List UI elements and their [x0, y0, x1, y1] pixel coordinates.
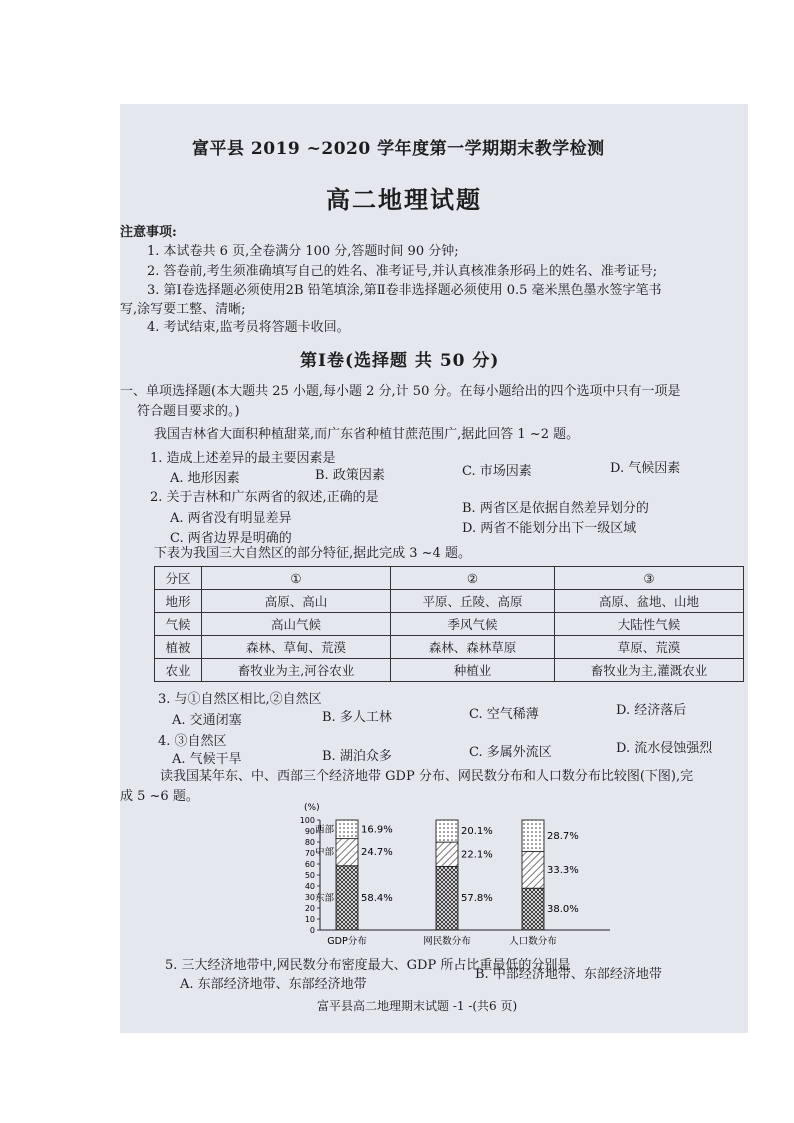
bar-segment	[522, 820, 544, 852]
notice-heading: 注意事项:	[120, 225, 177, 240]
data-label: 38.0%	[547, 904, 579, 916]
table-row	[155, 659, 744, 682]
table-cell: 畜牧业为主,河谷农业	[202, 659, 391, 682]
economic-zone-bar-chart	[290, 798, 620, 953]
notice-item: 2. 答卷前,考生须准确填写自己的姓名、准考证号,并认真核准条形码上的姓名、准考证号;	[147, 264, 658, 279]
option-2a: A. 两省没有明显差异	[170, 511, 292, 526]
table-cell: 高原、盆地、山地	[555, 590, 744, 613]
bar-segment	[336, 820, 358, 839]
y-tick-label: 0	[309, 926, 315, 935]
question-3: 3. 与①自然区相比,②自然区	[158, 692, 322, 707]
table-cell: 草原、荒漠	[555, 636, 744, 659]
question-stem: 成 5 ~6 题。	[120, 789, 199, 804]
table-row	[155, 613, 744, 636]
table-cell: ①	[202, 567, 391, 590]
option-4b: B. 湖泊众多	[322, 749, 392, 764]
question-5: 5. 三大经济地带中,网民数分布密度最大、GDP 所占比重最低的分别是	[165, 958, 571, 973]
data-label: 28.7%	[547, 830, 579, 842]
option-4d: D. 流水侵蚀强烈	[616, 741, 713, 756]
bar-segment	[436, 842, 458, 866]
y-tick-label: 90	[304, 827, 315, 836]
table-cell: 气候	[155, 613, 202, 636]
y-tick-label: 100	[299, 816, 315, 825]
part-title: 第Ⅰ卷(选择题 共 50 分)	[300, 351, 500, 371]
table-cell: 分区	[155, 567, 202, 590]
option-4a: A. 气候干旱	[172, 752, 242, 767]
y-tick-label: 60	[304, 860, 315, 869]
section-instruction: 一、单项选择题(本大题共 25 小题,每小题 2 分,计 50 分。在每小题给出的四个选项中只有一项是	[120, 384, 681, 399]
option-3c: C. 空气稀薄	[469, 707, 539, 722]
section-instruction: 符合题目要求的。)	[137, 404, 240, 419]
table-cell: 种植业	[390, 659, 554, 682]
y-tick-label: 10	[304, 915, 315, 924]
bar-segment	[436, 866, 458, 930]
question-2: 2. 关于吉林和广东两省的叙述,正确的是	[150, 490, 379, 505]
option-3b: B. 多人工林	[322, 710, 392, 725]
question-stem: 读我国某年东、中、西部三个经济地带 GDP 分布、网民数分布和人口数分布比较图(下图),完	[160, 769, 694, 784]
data-label: 20.1%	[461, 826, 493, 838]
data-label: 33.3%	[547, 864, 579, 876]
table-cell: 高原、高山	[202, 590, 391, 613]
bar-segment	[436, 820, 458, 842]
option-1c: C. 市场因素	[462, 464, 532, 479]
option-4c: C. 多属外流区	[469, 745, 552, 760]
table-cell: 农业	[155, 659, 202, 682]
table-cell: ②	[390, 567, 554, 590]
y-tick-label: 50	[304, 871, 315, 880]
y-tick-label: 70	[304, 849, 315, 858]
exam-header: 富平县 2019 ~2020 学年度第一学期期末教学检测	[192, 139, 605, 159]
option-1b: B. 政策因素	[315, 468, 385, 483]
series-label: 中部	[314, 847, 334, 859]
table-cell: 植被	[155, 636, 202, 659]
notice-item: 4. 考试结束,监考员将答题卡收回。	[147, 320, 350, 335]
category-label: GDP分布	[327, 936, 367, 947]
table-cell: 地形	[155, 590, 202, 613]
data-label: 16.9%	[361, 824, 393, 836]
table-cell: 季风气候	[390, 613, 554, 636]
table-cell: 畜牧业为主,灌溉农业	[555, 659, 744, 682]
series-label: 东部	[314, 892, 334, 904]
question-1: 1. 造成上述差异的最主要因素是	[150, 451, 336, 466]
option-3a: A. 交通闭塞	[172, 713, 242, 728]
table-cell: 森林、森林草原	[390, 636, 554, 659]
bar-segment	[522, 888, 544, 930]
table-cell: 森林、草甸、荒漠	[202, 636, 391, 659]
page-title: 高二地理试题	[326, 185, 482, 214]
table-header-row	[155, 567, 744, 590]
question-stem: 我国吉林省大面积种植甜菜,而广东省种植甘蔗范围广,据此回答 1 ~2 题。	[154, 427, 580, 442]
notice-item: 3. 第Ⅰ卷选择题必须使用2B 铅笔填涂,第Ⅱ卷非选择题必须使用 0.5 毫米黑色墨水签字笔书	[147, 283, 662, 298]
data-label: 24.7%	[361, 847, 393, 859]
y-tick-label: 40	[304, 882, 315, 891]
table-row	[155, 636, 744, 659]
table-cell: ③	[555, 567, 744, 590]
question-4: 4. ③自然区	[158, 734, 227, 749]
option-2b: B. 两省区是依据自然差异划分的	[462, 501, 649, 516]
natural-region-table	[154, 566, 744, 682]
data-label: 58.4%	[361, 892, 393, 904]
option-5b: B. 中部经济地带、东部经济地带	[475, 967, 662, 982]
option-1d: D. 气候因素	[610, 461, 681, 476]
table-cell: 平原、丘陵、高原	[390, 590, 554, 613]
bar-segment	[522, 852, 544, 889]
option-2c: C. 两省边界是明确的	[170, 531, 292, 546]
bar-segment	[336, 866, 358, 930]
page-footer: 富平县高二地理期末试题 -1 -(共6 页)	[317, 999, 518, 1013]
notice-item: 1. 本试卷共 6 页,全卷满分 100 分,答题时间 90 分钟;	[147, 244, 459, 259]
option-3d: D. 经济落后	[616, 703, 687, 718]
notice-item: 写,涂写要工整、清晰;	[120, 302, 246, 317]
question-stem: 下表为我国三大自然区的部分特征,据此完成 3 ~4 题。	[154, 546, 471, 561]
bar-segment	[336, 839, 358, 866]
option-5a: A. 东部经济地带、东部经济地带	[180, 977, 367, 992]
y-tick-label: 20	[304, 904, 315, 913]
data-label: 57.8%	[461, 893, 493, 905]
series-label: 西部	[314, 824, 334, 836]
table-row	[155, 590, 744, 613]
data-label: 22.1%	[461, 849, 493, 861]
y-tick-label: 30	[304, 893, 315, 902]
category-label: 人口数分布	[509, 936, 557, 947]
option-2d: D. 两省不能划分出下一级区域	[462, 521, 637, 536]
category-label: 网民数分布	[423, 936, 471, 947]
y-tick-label: 80	[304, 838, 315, 847]
option-1a: A. 地形因素	[170, 471, 240, 486]
table-cell: 大陆性气候	[555, 613, 744, 636]
y-axis-label: (%)	[304, 803, 320, 813]
table-cell: 高山气候	[202, 613, 391, 636]
